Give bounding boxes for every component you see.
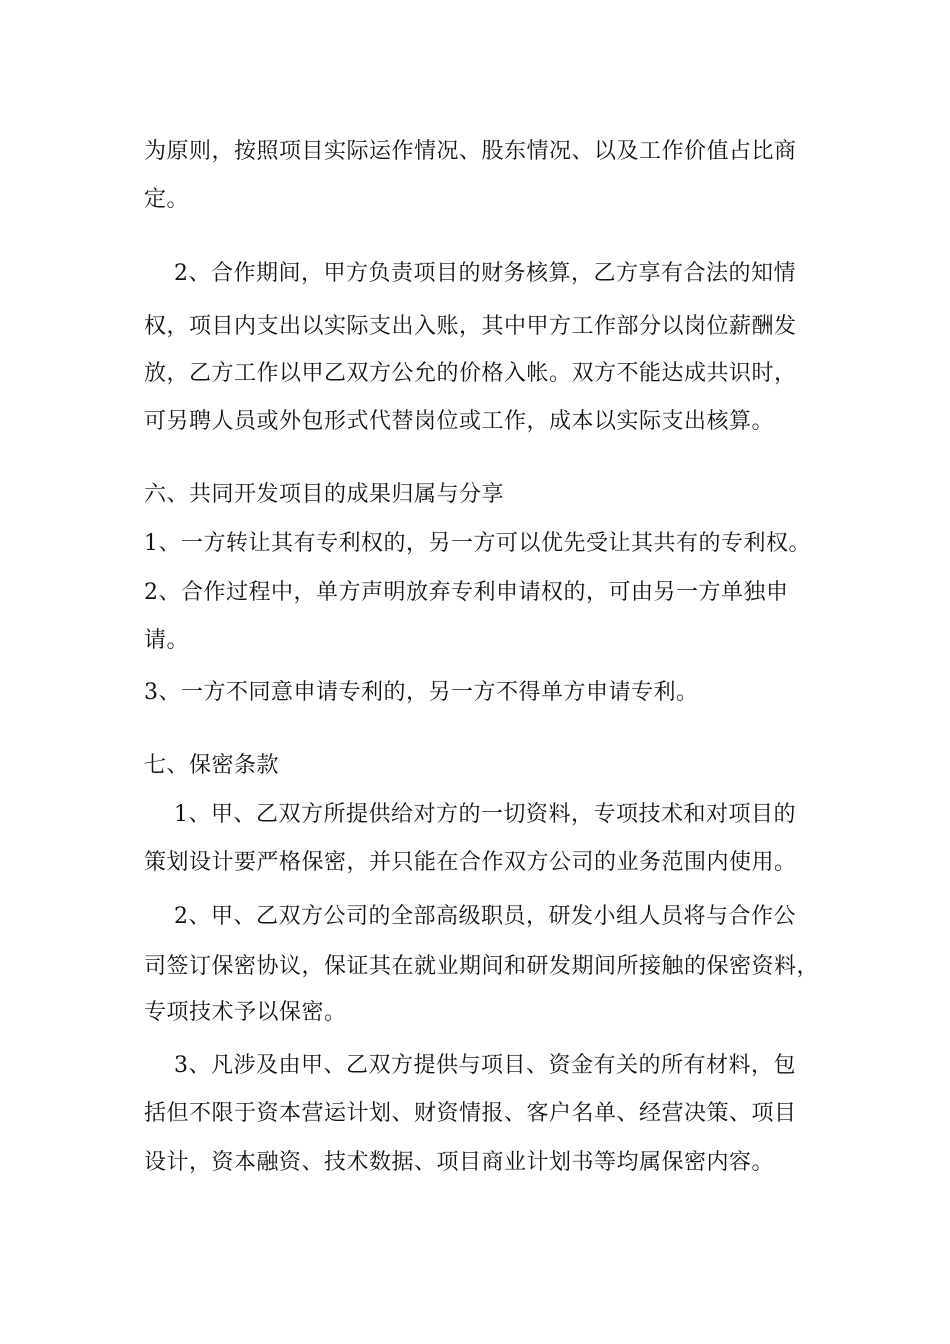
paragraph-line: 2、合作过程中，单方声明放弃专利申请权的，可由另一方单独申 (144, 580, 789, 605)
paragraph-line: 定。 (144, 187, 190, 212)
paragraph-line: 权，项目内支出以实际支出入账，其中甲方工作部分以岗位薪酬发 (144, 314, 797, 339)
paragraph-line: 括但不限于资本营运计划、财资情报、客户名单、经营决策、项目 (144, 1101, 797, 1126)
paragraph-line: 1、甲、乙双方所提供给对方的一切资料，专项技术和对项目的 (144, 802, 796, 827)
paragraph-line: 专项技术予以保密。 (144, 1000, 347, 1025)
paragraph-line: 可另聘人员或外包形式代替岗位或工作，成本以实际支出核算。 (144, 409, 775, 434)
paragraph-line: 3、凡涉及由甲、乙双方提供与项目、资金有关的所有材料，包 (144, 1053, 796, 1078)
paragraph-line: 2、合作期间，甲方负责项目的财务核算，乙方享有合法的知情 (144, 261, 796, 286)
paragraph-line: 请。 (144, 628, 190, 653)
paragraph-line: 1、一方转让其有专利权的，另一方可以优先受让其共有的专利权。 (144, 531, 811, 556)
section-heading: 六、共同开发项目的成果归属与分享 (144, 482, 505, 507)
paragraph-line: 3、一方不同意申请专利的，另一方不得单方申请专利。 (144, 680, 699, 705)
paragraph-line: 设计，资本融资、技术数据、项目商业计划书等均属保密内容。 (144, 1150, 775, 1175)
paragraph-line: 策划设计要严格保密，并只能在合作双方公司的业务范围内使用。 (144, 850, 797, 875)
section-heading: 七、保密条款 (144, 753, 280, 778)
paragraph-line: 司签订保密协议，保证其在就业期间和研发期间所接触的保密资料， (144, 954, 820, 979)
paragraph-line: 放，乙方工作以甲乙双方公允的价格入帐。双方不能达成共识时， (144, 361, 797, 386)
paragraph-line: 为原则，按照项目实际运作情况、股东情况、以及工作价值占比商 (144, 139, 797, 164)
paragraph-line: 2、甲、乙双方公司的全部高级职员，研发小组人员将与合作公 (144, 904, 796, 929)
